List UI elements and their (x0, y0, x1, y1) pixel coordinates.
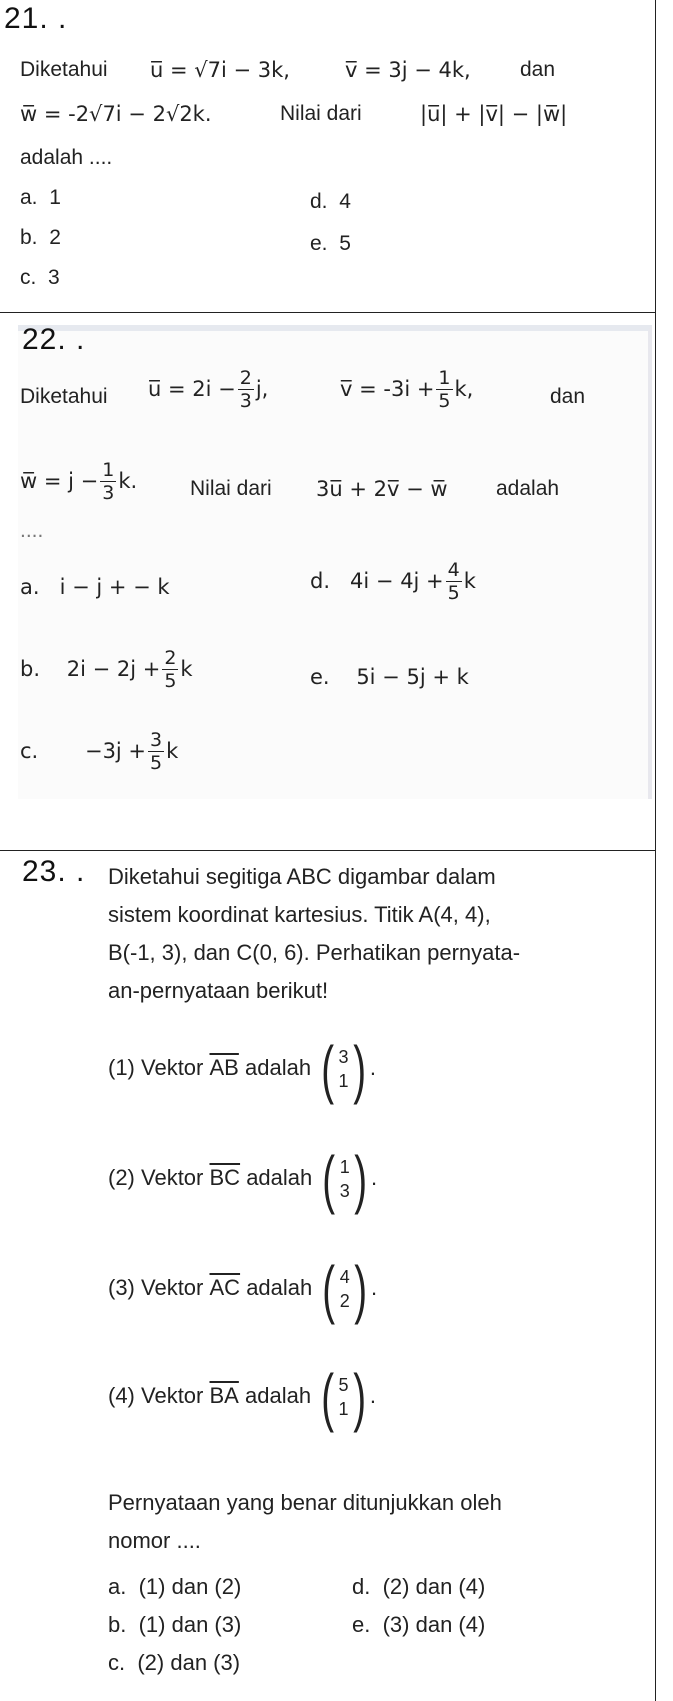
q22-given-label: Diketahui (20, 385, 108, 408)
q21-tail: adalah .... (20, 146, 113, 169)
q23-question-line-1: Pernyataan yang benar ditunjukkan oleh (108, 1490, 502, 1515)
q22-expression: 3u̅ + 2v̅ − w̅ (316, 477, 448, 501)
q22-option-b: b. 2i − 2j + $\frac{2}{5}$ k (20, 647, 193, 692)
q23-option-d: d. (2) dan (4) (352, 1574, 486, 1599)
q21-option-a: a. 1 (20, 186, 61, 209)
q23-intro-line-3: B(-1, 3), dan C(0, 6). Perhatikan pernyata- (108, 940, 521, 965)
q22-vector-u: u̅ = 2i − $\frac{2}{3}$ j, (148, 367, 269, 412)
q23-option-e: e. (3) dan (4) (352, 1612, 486, 1637)
q22-ask: Nilai dari (190, 477, 272, 500)
q21-given-label: Diketahui (20, 58, 108, 81)
q22-option-d: d. 4i − 4j + $\frac{4}{5}$ k (310, 559, 476, 604)
q22-dots: .... (20, 519, 44, 542)
question-number: 22. . (22, 323, 86, 356)
q23-statement-4: (4) Vektor $\overline{BA}$ adalah ( 5 1 ) . (108, 1361, 376, 1433)
question-21-row (0, 0, 656, 313)
q23-question-line-2: nomor .... (108, 1528, 201, 1553)
q22-option-e: e. 5i − 5j + k (310, 665, 469, 689)
q21-option-d: d. 4 (310, 190, 351, 213)
q21-and: dan (520, 58, 556, 81)
q23-statement-1: (1) Vektor $\overline{AB}$ adalah ( 3 1 ) . (108, 1033, 376, 1105)
q22-vector-v: v̅ = -3i + $\frac{1}{5}$ k, (340, 367, 474, 412)
q21-vector-u: u̅ = √7i − 3k, (150, 58, 290, 82)
q23-option-a: a. (1) dan (2) (108, 1574, 242, 1599)
q21-option-b: b. 2 (20, 226, 61, 249)
q23-intro-line-2: sistem koordinat kartesius. Titik A(4, 4), (108, 902, 491, 927)
q21-option-e: e. 5 (310, 232, 351, 255)
q22-option-c: c. −3j + $\frac{3}{5}$ k (20, 729, 179, 774)
q21-ask: Nilai dari (280, 102, 362, 125)
q22-option-a: a. i − j + − k (20, 575, 170, 599)
q22-and: dan (550, 385, 586, 408)
q22-tail: adalah (496, 477, 560, 500)
q21-option-c: c. 3 (20, 266, 60, 289)
question-22-row (0, 313, 656, 851)
q21-expression: |u̅| + |v̅| − |w̅| (420, 102, 568, 126)
question-number: 23. . (22, 855, 86, 888)
q21-vector-w: w̅ = -2√7i − 2√2k. (20, 102, 212, 126)
q23-intro-line-4: an-pernyataan berikut! (108, 978, 329, 1003)
q21-vector-v: v̅ = 3j − 4k, (345, 58, 471, 82)
q23-option-b: b. (1) dan (3) (108, 1612, 242, 1637)
q23-option-c: c. (2) dan (3) (108, 1650, 241, 1675)
question-23-row (0, 851, 656, 1701)
q23-statement-3: (3) Vektor $\overline{AC}$ adalah ( 4 2 ) . (108, 1253, 378, 1325)
q23-statement-2: (2) Vektor $\overline{BC}$ adalah ( 1 3 ) . (108, 1143, 378, 1215)
q22-vector-w: w̅ = j − $\frac{1}{3}$ k. (20, 459, 138, 504)
q23-intro-line-1: Diketahui segitiga ABC digambar dalam (108, 864, 496, 889)
question-number: 21. . (4, 2, 68, 35)
